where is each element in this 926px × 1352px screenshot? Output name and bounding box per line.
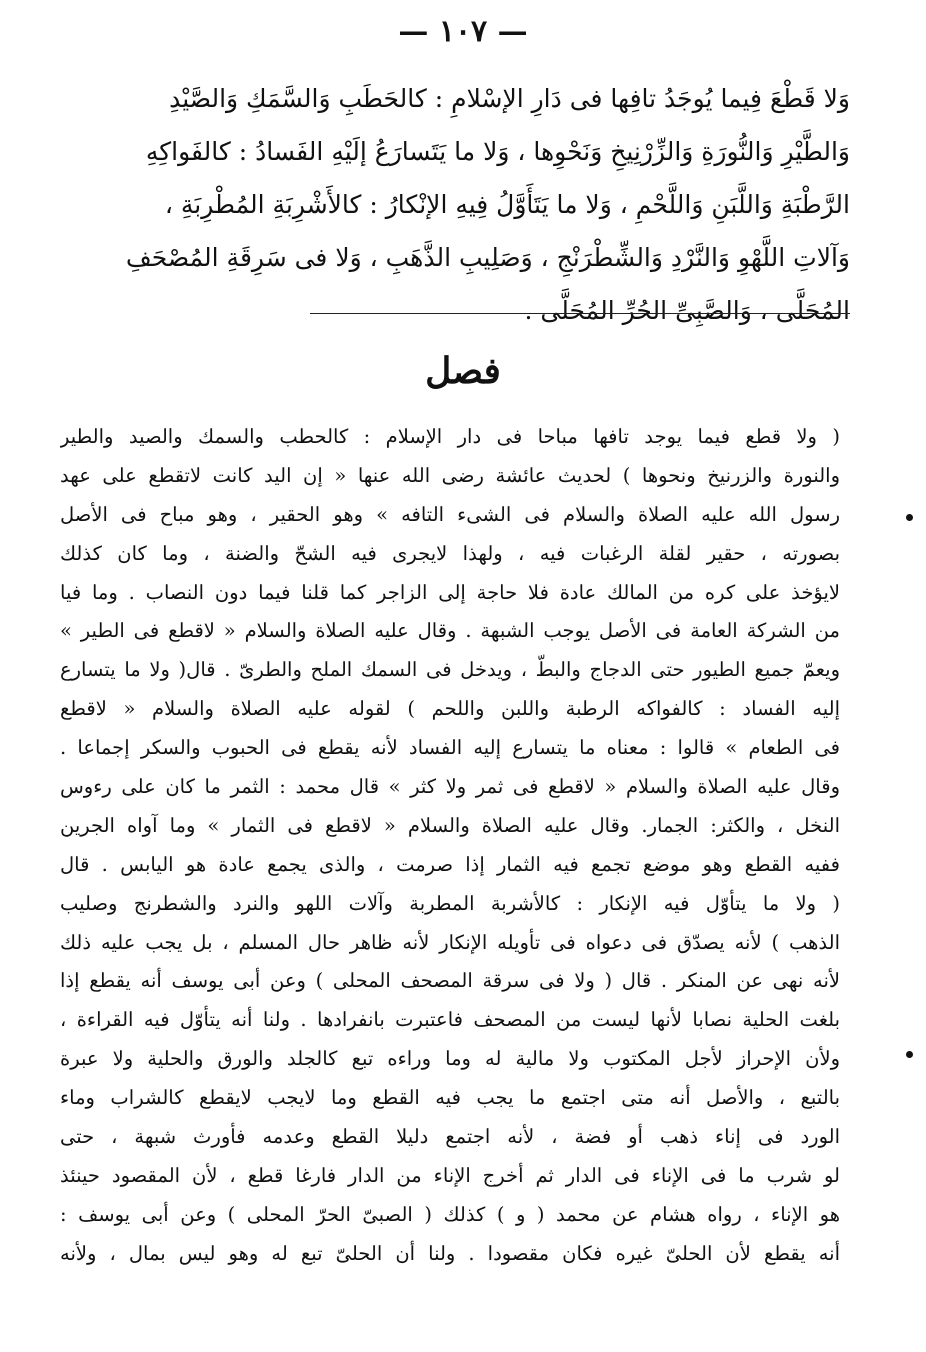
- commentary-text-block: [60, 418, 840, 1274]
- commentary-line: ولأن الإحراز لأجل المكتوب ولا مالية له وما وراءه تبع كالجلد والورق والحلية ولا عبرة: [60, 1047, 840, 1071]
- commentary-line: وقال عليه الصلاة والسلام « لاقطع فى ثمر ولا كثر » قال محمد : الثمر ما كان على رءوس: [60, 775, 840, 799]
- matn-line: وَآلاتِ اللَّهْوِ وَالنَّرْدِ وَالشِّطْرَنْجِ ، وَصَلِيبِ الذَّهَبِ ، وَلا فى سَرِقَةِ المُصْحَفِ: [125, 243, 850, 272]
- separator-rule: [310, 313, 850, 314]
- commentary-line: بلغت الحلية نصابا لأنها ليست من المصحف فاعتبرت بانفرادها . ولنا أنه يتأوّل فيه القراءة ،: [60, 1008, 840, 1032]
- commentary-line: الورد فى إناء ذهب أو فضة ، لأنه اجتمع دليلا القطع وعدمه فأورث شبهة ، حتى: [60, 1125, 840, 1149]
- matn-line: وَلا قَطْعَ فِيما يُوجَدُ تافِها فى دَارِ الإسْلامِ : كالحَطَبِ وَالسَّمَكِ وَالصَّيْدِ: [169, 84, 850, 113]
- margin-mark: [906, 514, 913, 521]
- matn-line: المُحَلَّى ، وَالصَّبِىِّ الحُرِّ المُحَلَّى .: [524, 296, 850, 325]
- commentary-line: ويعمّ جميع الطيور حتى الدجاج والبطّ ، ويدخل فى السمك الملح والطرىّ . قال( ولا ما يتسارع: [60, 658, 840, 682]
- commentary-line: بصورته ، حقير لقلة الرغبات فيه ، ولهذا لايجرى فيه الشحّ والضنة ، وما كان كذلك: [60, 541, 840, 565]
- matn-line: الرَّطْبَةِ وَاللَّبَنِ وَاللَّحْمِ ، وَلا ما يَتَأَوَّلُ فِيهِ الإنْكارُ : كالأَشْرِبَةِ المُطْرِبَةِ ،: [164, 190, 850, 219]
- commentary-line: والنورة والزرنيخ ونحوها ) لحديث عائشة رضى الله عنها « إن اليد كانت لاتقطع على عهد: [60, 463, 840, 487]
- commentary-line: لايؤخذ على كره من المالك عادة فلا حاجة إلى الزاجر كما قلنا فيما دون النصاب . وما فيا: [60, 580, 840, 604]
- margin-mark: [906, 1051, 913, 1058]
- commentary-line: ( ولا ما يتأوّل فيه الإنكار : كالأشربة المطربة وآلات اللهو والنرد والشطرنج وصليب: [60, 891, 840, 915]
- commentary-line: فى الطعام » قالوا : معناه ما يتسارع إليه الفساد لأنه يقطع فى الحبوب والسكر إجماعا .: [60, 736, 840, 760]
- matn-line: وَالطَّيْرِ وَالنُّورَةِ وَالزِّرْنِيخِ وَنَحْوِها ، وَلا ما يَتَسارَعُ إلَيْهِ الفَسادُ : كالفَواكِهِ: [145, 137, 850, 166]
- commentary-line: ففيه القطع وهو موضع تجمع فيه الثمار إذا صرمت ، والذى يجمع عادة هو اليابس . قال: [60, 852, 840, 876]
- commentary-line: إليه الفساد : كالفواكه الرطبة واللبن واللحم ) لقوله عليه الصلاة والسلام « لاقطع: [60, 697, 840, 721]
- commentary-line: هو الإناء ، رواه هشام عن محمد ( و ) كذلك ( الصبىّ الحرّ المحلى ) وعن أبى يوسف :: [60, 1202, 840, 1226]
- commentary-line: النخل ، والكثر: الجمار. وقال عليه الصلاة والسلام « لاقطع فى الثمار » وما آواه الجرين: [60, 813, 840, 837]
- section-heading-text: فصل: [425, 350, 501, 392]
- commentary-line: بالتبع ، والأصل أنه متى اجتمع ما يجب فيه القطع وما لايجب لايقطع كالشراب وماء: [60, 1086, 840, 1110]
- commentary-line: الذهب ) لأنه يصدّق فى دعواه فى تأويله الإنكار لأنه ظاهر حال المسلم ، بل يجب عليه ذلك: [60, 930, 840, 954]
- section-heading: [0, 350, 926, 392]
- commentary-line: لو شرب ما فى الإناء فى الدار ثم أخرج الإناء من الدار فارغا قطع ، لأن المقصود حينئذ: [60, 1163, 840, 1187]
- matn-text-block: [80, 72, 850, 337]
- commentary-line: لأنه نهى عن المنكر . قال ( ولا فى سرقة المصحف المحلى ) وعن أبى يوسف أنه يقطع إذا: [60, 969, 840, 993]
- commentary-line: ( ولا قطع فيما يوجد تافها مباحا فى دار الإسلام : كالحطب والسمك والصيد والطير: [60, 425, 840, 448]
- commentary-line: أنه يقطع لأن الحلىّ غيره فكان مقصودا . ولنا أن الحلىّ تبع له وهو ليس بمال ، ولأنه: [60, 1241, 840, 1265]
- commentary-line: من الشركة العامة فى الأصل يوجب الشبهة . وقال عليه الصلاة والسلام « لاقطع فى الطير »: [60, 619, 840, 643]
- page-number: — ١٠٧ —: [398, 14, 528, 49]
- commentary-line: رسول الله عليه الصلاة والسلام فى الشىء التافه » وهو الحقير ، وهو مباح فى الأصل: [60, 502, 840, 526]
